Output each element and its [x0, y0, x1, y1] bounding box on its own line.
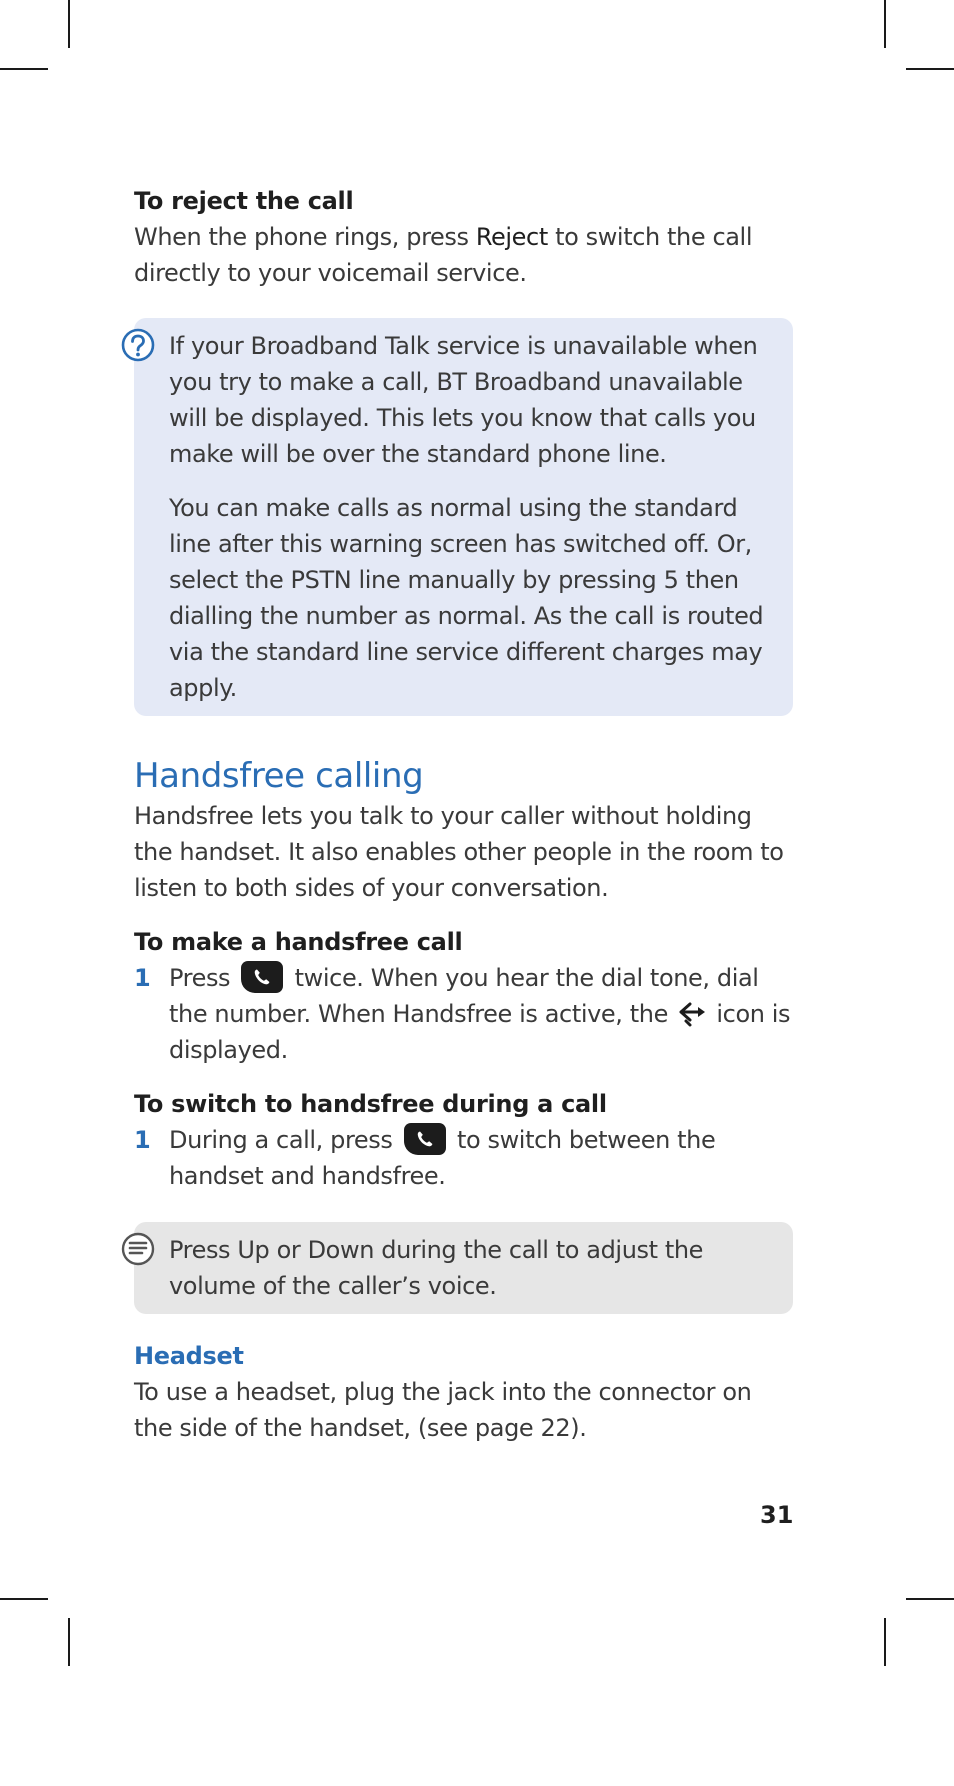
note-lines-icon [120, 1232, 156, 1268]
reject-heading: To reject the call [134, 187, 354, 215]
note-callout [134, 1222, 793, 1314]
step-text-part-2: to switch between the handset and handsfree. [169, 1126, 716, 1190]
info-callout [134, 318, 793, 716]
crop-mark [884, 0, 886, 48]
phone-handset-icon [416, 1130, 434, 1148]
info-callout-para-2: You can make calls as normal using the standard line after this warning screen has switched off. Or, select the PSTN line manually by pressing 5 then dialling the number as normal. As the call is routed via the standard line service different charges may apply. [169, 494, 764, 702]
crop-mark [0, 1598, 48, 1600]
step-text-part-3: icon is displayed. [169, 1000, 791, 1064]
handsfree-intro: Handsfree lets you talk to your caller without holding the handset. It also enables other people in the room to listen to both sides of your conversation. [134, 802, 784, 902]
switch-handsfree-heading: To switch to handsfree during a call [134, 1090, 607, 1118]
talk-key-icon [404, 1123, 446, 1155]
make-handsfree-step [134, 960, 794, 1068]
reject-softkey-label: Reject [475, 223, 548, 251]
page-number: 31 [760, 1501, 794, 1529]
info-callout-para-1: If your Broadband Talk service is unavailable when you try to make a call, BT Broadband unavailable will be displayed. This lets you know that calls you make will be over the standard phone line. [169, 332, 758, 468]
step-text-part-2: twice. When you hear the dial tone, dial the number. When Handsfree is active, the [169, 964, 759, 1028]
step-number: 1 [134, 964, 151, 992]
crop-mark [68, 0, 70, 48]
crop-mark [0, 68, 48, 70]
crop-mark [906, 1598, 954, 1600]
handsfree-section-title: Handsfree calling [134, 756, 424, 796]
phone-handset-icon [253, 968, 271, 986]
note-callout-text: Press Up or Down during the call to adjust the volume of the caller’s voice. [169, 1236, 704, 1300]
page-content [134, 183, 794, 1446]
crop-mark [884, 1618, 886, 1666]
step-text-part-1: During a call, press [169, 1126, 400, 1154]
handsfree-active-icon [677, 1000, 707, 1028]
reject-text-before: When the phone rings, press [134, 223, 476, 251]
step-number: 1 [134, 1126, 151, 1154]
headset-heading: Headset [134, 1342, 244, 1370]
crop-mark [68, 1618, 70, 1666]
step-text-part-1: Press [169, 964, 238, 992]
crop-mark [906, 68, 954, 70]
headset-text: To use a headset, plug the jack into the connector on the side of the handset, (see page 22). [134, 1378, 752, 1442]
reject-text [134, 219, 794, 291]
make-handsfree-heading: To make a handsfree call [134, 928, 463, 956]
talk-key-icon [241, 961, 283, 993]
switch-handsfree-step [134, 1122, 794, 1194]
help-question-icon [120, 328, 156, 364]
reject-text-after: to switch the call directly to your voicemail service. [134, 223, 753, 287]
